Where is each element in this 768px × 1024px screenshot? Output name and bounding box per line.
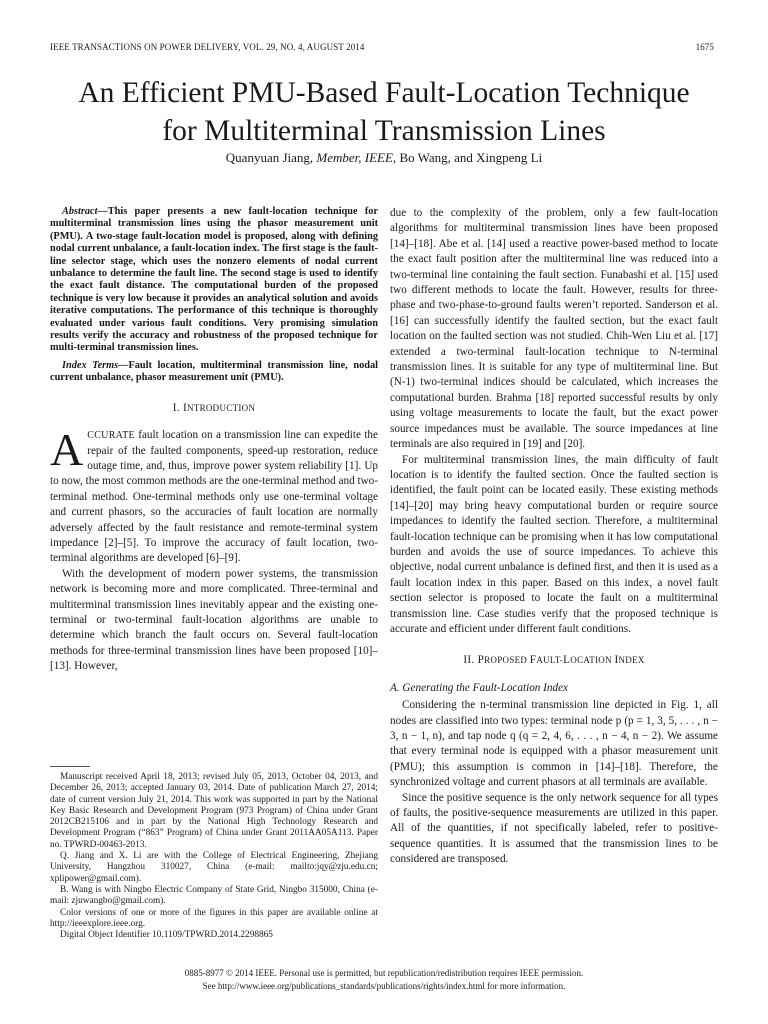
abstract <box>50 206 378 355</box>
copyright-line-2: See http://www.ieee.org/publications_standards/publications/rights/index.html for more information. <box>202 980 566 991</box>
index-terms-label: Index Terms— <box>62 359 129 371</box>
footnote-doi: Digital Object Identifier 10.1109/TPWRD.2014.2298865 <box>60 930 273 941</box>
paper-title <box>0 74 768 150</box>
author-1-role: Member, IEEE, <box>316 150 397 165</box>
copyright-line-1: 0885-8977 © 2014 IEEE. Personal use is permitted, but republication/redistribution requires IEEE permission. <box>184 968 584 978</box>
index-terms <box>50 360 378 385</box>
footnotes <box>50 772 378 941</box>
footnote-rule <box>50 766 90 767</box>
intro-paragraph-1: ACCURATE fault location on a transmission line can expedite the repair of the faulted components, speed-up restoration, reduce outage time, and, thus, improve power system reliability [1]. Up to now, the most common methods are the one-terminal method and two-terminal method. One-terminal methods only use one-terminal voltage and current phasors, so the accuracies of fault location are normally adversely affected by the fault resistance and remote-terminal system impedance [2]–[5]. To improve the accuracy of fault location, two-terminal algorithms are developed [6]–[9]. <box>50 424 378 565</box>
right-paragraph-1: due to the complexity of the problem, only a few fault-location algorithms for multiterminal transmission lines have been proposed [14]–[18]. Abe et al. [14] used a reactive power-based method to locate the exact fault position after the multiterminal line was reduced into a two-terminal line containing the fault section. Funabashi et al. [15] used two different methods to locate the fault. However, results for three-phase and two-phase-to-ground faults weren’t reported. Sanderson et al. [16] can successfully identify the faulted section, but the exact fault location on the faulted section was not studied. Chih-Wen Liu et al. [17] extended a two-terminal fault-location technique to N-terminal transmission lines. It is suitable for any type of multiterminal line. But (N-1) two-terminal indices should be calculated, which increases the computational burden. Brahma [18] reported successful results by only using voltage measurements to locate the fault, but the exact power source impedances must be available. The source impedances at line terminals are also required in [19] and [20]. <box>390 207 718 451</box>
title-line-1: An Efficient PMU-Based Fault-Location Technique <box>78 77 690 109</box>
index-terms-text: Fault location, multiterminal transmission line, nodal current unbalance, phasor measurement unit (PMU). <box>50 359 378 384</box>
running-header <box>50 42 714 52</box>
journal-name: IEEE TRANSACTIONS ON POWER DELIVERY, VOL. 29, NO. 4, AUGUST 2014 <box>50 42 365 52</box>
footnote-affiliation-1: Q. Jiang and X. Li are with the College of Electrical Engineering, Zhejiang University, Hangzhou 310027, China (e-mail: mailto:jqy@zju.edu.cn; xplipower@gmail.com). <box>50 851 378 884</box>
right-paragraph-3: Considering the n-terminal transmission line depicted in Fig. 1, all nodes are classified into two types: terminal node p (p = 1, 3, 5, . . . , n − 3, n − 1, n), and tap node q (q = 2, 4, 6, . . . , n − 4, n − 2). We assume that every terminal node is equipped with a phasor measurement unit (PMU); this assumption is common in [14]–[18]. Therefore, the synchronized voltage and current phasors at all terminals are available. <box>390 699 718 789</box>
section-heading-introduction: I. INTRODUCTION <box>172 401 256 414</box>
abstract-label: Abstract— <box>62 206 108 217</box>
authors-rest: Bo Wang, and Xingpeng Li <box>399 150 543 165</box>
intro-paragraph-2: With the development of modern power systems, the transmission network is becoming more and more complicated. Three-terminal and multiterminal transmission lines inevitably appear and the existing one-terminal or two-terminal fault-location algorithms are unable to determine which branch the fault occurs on. Several fault-location methods for three-terminal transmission lines have been proposed [10]–[13]. However, <box>50 567 378 673</box>
footnote-affiliation-2: B. Wang is with Ningbo Electric Company of State Grid, Ningbo 315000, China (e-mail: zjuwangbo@gmail.com). <box>50 884 378 907</box>
subsection-heading-a: A. Generating the Fault-Location Index <box>390 681 569 694</box>
right-paragraph-4: Since the positive sequence is the only network sequence for all types of faults, the positive-sequence measurements are utilized in this paper. All of the quantities, if not specifically labeled, refer to positive-sequence quantities. It is assumed that the transmission lines to be considered are transposed. <box>390 791 718 866</box>
right-paragraph-2: For multiterminal transmission lines, the main difficulty of fault location is to identify the faulted section. Once the faulted section is identified, the fault point can be located easily. These existing methods [14]–[20] may bring heavy computational burden or require source impedances to identify the faulted section. Therefore, a multiterminal fault-location technique can be promising when it has low computational burden and avoids the use of source impedances. To achieve this objective, nodal current unbalance is defined first, and then it is used as a fault location index in this paper. Based on this index, a novel fault section selector is proposed to locate the fault on a multiterminal transmission line. Case studies verify that the proposed technique is accurate and efficient under different fault conditions. <box>390 453 718 635</box>
abstract-text: This paper presents a new fault-location technique for multiterminal transmission lines using the phasor measurement unit (PMU). A two-stage fault-location model is proposed, along with defining nodal current unbalance, a fault-location index. The first stage is the fault-line selector stage, which uses the nonzero elements of nodal current unbalance to determine the fault line. The second stage is used to identify the exact fault distance. The computational burden of the proposed technique is very low because it provides an analytical solution and avoids iterative computations. The performance of this technique is thoroughly evaluated under various fault conditions. Very promising simulation results verify the accuracy and robustness of the proposed technique for multi-terminal transmission lines. <box>50 206 378 354</box>
copyright-footer <box>0 967 768 992</box>
title-line-2: for Multiterminal Transmission Lines <box>162 115 606 147</box>
section-heading-proposed: II. PROPOSED FAULT-LOCATION INDEX <box>463 654 645 667</box>
left-column <box>50 206 378 675</box>
author-1: Quanyuan Jiang, <box>225 150 314 165</box>
page-number: 1675 <box>695 42 714 52</box>
author-list <box>0 150 768 166</box>
drop-cap: A <box>50 424 84 476</box>
footnote-manuscript: Manuscript received April 18, 2013; revised July 05, 2013, October 04, 2013, and December 26, 2013; accepted January 03, 2014. Date of publication March 27, 2014; date of current version July 21, 2014. This work was supported in part by the National Key Basic Research and Development Program (973 Program) of China under Grant 2012CB215106 and in part by the National High Technology Research and Development Program (“863” Program) of China under Grant 2011AA05A113. Paper no. TPWRD-00463-2013. <box>50 772 378 850</box>
right-column <box>390 206 718 868</box>
footnote-color: Color versions of one or more of the figures in this paper are available online at http://ieeexplore.ieee.org. <box>50 907 378 929</box>
